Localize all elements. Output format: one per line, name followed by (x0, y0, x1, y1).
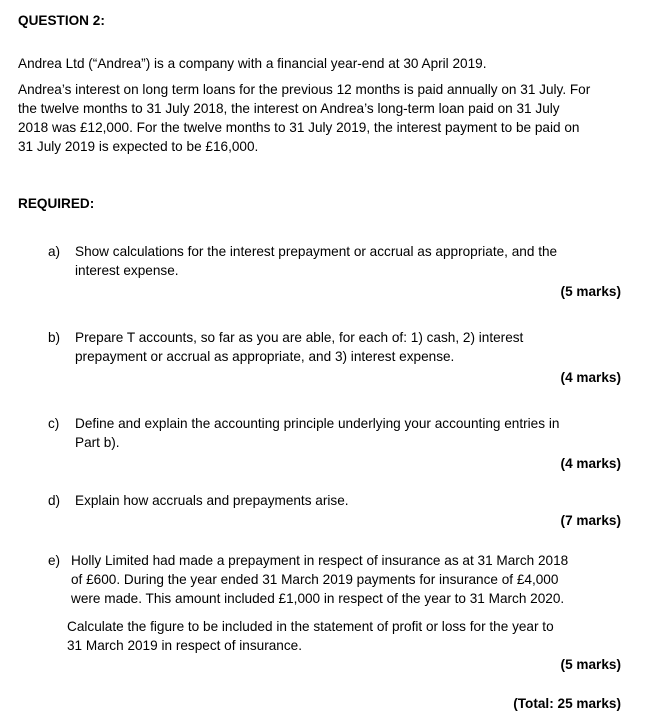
part-e-line: of £600. During the year ended 31 March 2019 payments for insurance of £4,000 (71, 572, 559, 587)
part-d (48, 491, 618, 510)
part-a-text (75, 242, 618, 280)
part-c-marks: (4 marks) (560, 456, 621, 471)
scenario-line: Andrea’s interest on long term loans for the previous 12 months is paid annually on 31 July. For (18, 82, 591, 97)
part-b-marks: (4 marks) (560, 370, 621, 385)
part-b-line: Prepare T accounts, so far as you are able, for each of: 1) cash, 2) interest (75, 330, 524, 345)
part-a-line: Show calculations for the interest prepayment or accrual as appropriate, and the (75, 244, 558, 259)
part-e-letter: e) (48, 553, 61, 568)
part-c-line: Part b). (75, 435, 120, 450)
scenario-line: the twelve months to 31 July 2018, the interest on Andrea’s long-term loan paid on 31 July (18, 101, 560, 116)
part-e-marks: (5 marks) (560, 657, 621, 672)
scenario-line: 31 July 2019 is expected to be £16,000. (18, 139, 259, 154)
part-a-letter: a) (48, 244, 61, 259)
part-b-text (75, 328, 618, 366)
part-c-line: Define and explain the accounting principle underlying your accounting entries in (75, 416, 560, 431)
part-c-text (75, 414, 618, 452)
part-d-marks: (7 marks) (560, 513, 621, 528)
part-a-line: interest expense. (75, 263, 179, 278)
intro-paragraph: Andrea Ltd (“Andrea”) is a company with a financial year-end at 30 April 2019. (18, 56, 487, 71)
part-b-line: prepayment or accrual as appropriate, and 3) interest expense. (75, 349, 455, 364)
total-marks: (Total: 25 marks) (513, 696, 621, 711)
scenario-line: 2018 was £12,000. For the twelve months to 31 July 2019, the interest payment to be paid on (18, 120, 580, 135)
part-a (48, 242, 618, 280)
part-a-marks: (5 marks) (560, 284, 621, 299)
part-e-instruction (67, 617, 627, 655)
part-d-line: Explain how accruals and prepayments arise. (75, 493, 349, 508)
part-d-text (75, 491, 618, 510)
part-e-line: were made. This amount included £1,000 in respect of the year to 31 March 2020. (71, 591, 565, 606)
part-b-letter: b) (48, 330, 61, 345)
part-c-letter: c) (48, 416, 60, 431)
part-e-sub-line: Calculate the figure to be included in the statement of profit or loss for the year to (67, 619, 554, 634)
required-heading: REQUIRED: (18, 196, 95, 211)
scenario-paragraph (18, 80, 628, 156)
part-e-text (71, 551, 618, 608)
question-title: QUESTION 2: (18, 13, 105, 28)
part-b (48, 328, 618, 366)
part-d-letter: d) (48, 493, 61, 508)
part-c (48, 414, 618, 452)
part-e (48, 551, 618, 608)
part-e-sub-line: 31 March 2019 in respect of insurance. (67, 638, 303, 653)
part-e-line: Holly Limited had made a prepayment in respect of insurance as at 31 March 2018 (71, 553, 569, 568)
